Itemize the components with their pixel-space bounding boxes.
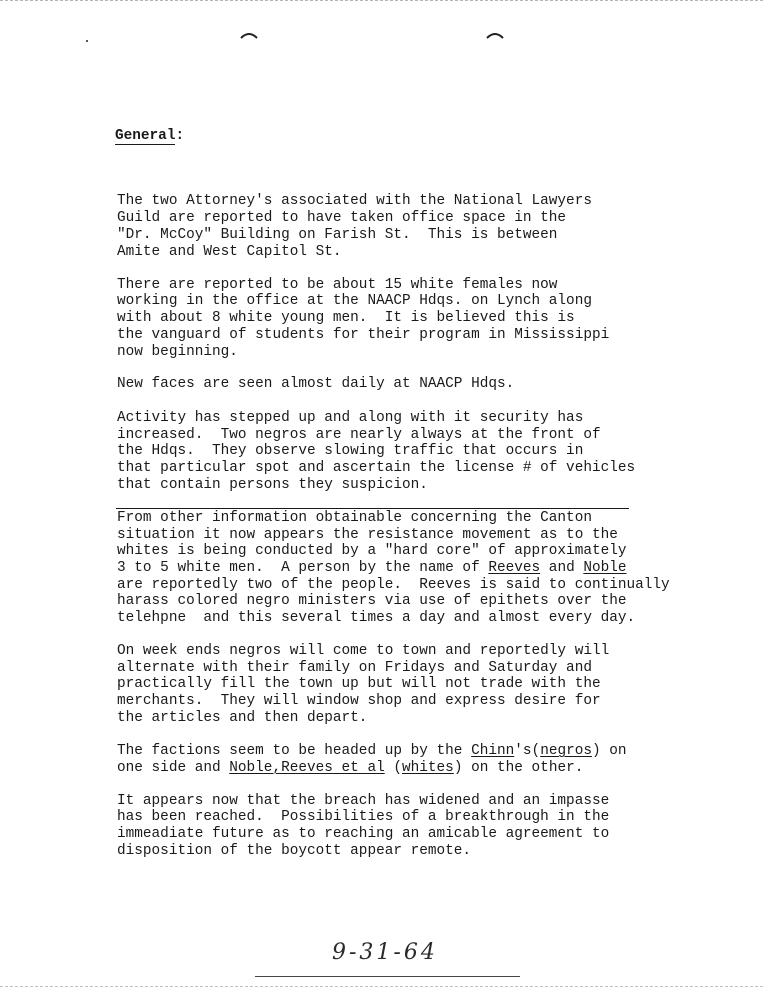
paragraph-4-line-4: that particular spot and ascertain the license # of vehicles (117, 460, 636, 476)
paragraph-2-line-2: working in the office at the NAACP Hdqs. on Lynch along (117, 293, 592, 309)
paragraph-7-line-2-text: one side and (117, 760, 230, 776)
paragraph-5-line-2: situation it now appears the resistance movement as to the (117, 527, 618, 543)
paragraph-7-possessive: 's( (514, 743, 541, 759)
paragraph-4-line-3: the Hdqs. They observe slowing traffic that occurs in (117, 443, 584, 459)
paragraph-6-line-4: merchants. They will window shop and express desire for (117, 693, 601, 709)
name-chinn-underlined: Chinn (471, 743, 515, 759)
paragraph-7-line-1 (117, 743, 627, 760)
paragraph-7-line-2 (117, 760, 583, 777)
paragraph-8-line-1: It appears now that the breach has widened and an impasse (117, 793, 610, 809)
paragraph-5-line-4 (117, 560, 627, 577)
binder-punch-mark-left (240, 30, 258, 40)
paragraph-5-line-4-and: and (540, 560, 584, 576)
section-heading-colon: : (175, 128, 185, 144)
footer-rule (255, 976, 520, 977)
paragraph-2-line-4: the vanguard of students for their program in Mississippi (117, 327, 610, 343)
section-heading (115, 128, 184, 145)
paragraph-5-line-5: are reportedly two of the people. Reeves is said to continually (117, 577, 670, 593)
page-top-edge (0, 0, 763, 1)
paragraph-5-line-7: telehpne and this several times a day and almost every day. (117, 610, 636, 626)
paragraph-5-line-6: harass colored negro ministers via use of epithets over the (117, 593, 627, 609)
paragraph-8-line-2: has been reached. Possibilities of a breakthrough in the (117, 809, 610, 825)
paragraph-1-line-2: Guild are reported to have taken office space in the (117, 210, 567, 226)
word-whites-underlined: whites (402, 760, 454, 776)
name-noble-underlined: Noble (583, 560, 627, 576)
paragraph-8-line-4: disposition of the boycott appear remote. (117, 843, 472, 859)
paragraph-6-line-3: practically fill the town up but will not trade with the (117, 676, 601, 692)
paragraph-4-line-5: that contain persons they suspicion. (117, 477, 428, 493)
paragraph-1-line-4: Amite and West Capitol St. (117, 244, 342, 260)
paragraph-7-line-1-end: ) on (592, 743, 627, 759)
section-heading-text: General (115, 128, 176, 144)
paragraph-2-line-1: There are reported to be about 15 white females now (117, 277, 558, 293)
paragraph-5-line-3: whites is being conducted by a "hard core" of approximately (117, 543, 627, 559)
paragraph-6-line-2: alternate with their family on Fridays and Saturday and (117, 660, 592, 676)
paragraph-5-line-1: From other information obtainable concerning the Canton (117, 510, 592, 526)
paragraph-1-line-1: The two Attorney's associated with the National Lawyers (117, 193, 592, 209)
name-reeves-underlined: Reeves (488, 560, 541, 576)
binder-punch-mark-right (486, 30, 504, 40)
names-noble-reeves-underlined: Noble,Reeves et al (229, 760, 385, 776)
paragraph-6-line-5: the articles and then depart. (117, 710, 368, 726)
paragraph-4-line-2: increased. Two negros are nearly always at the front of (117, 427, 601, 443)
paragraph-3-line-1: New faces are seen almost daily at NAACP Hdqs. (117, 376, 515, 392)
margin-speck (86, 40, 88, 42)
paragraph-2-line-5: now beginning. (117, 344, 238, 360)
word-negros-underlined: negros (540, 743, 593, 759)
paragraph-5-line-4-text: 3 to 5 white men. A person by the name of (117, 560, 489, 576)
paragraph-7-line-2-end: ) on the other. (453, 760, 584, 776)
paragraph-7-line-1-text: The factions seem to be headed up by the (117, 743, 472, 759)
handwritten-date: 9-31-64 (332, 940, 438, 965)
paragraph-7-open-paren: ( (384, 760, 402, 776)
paragraph-8-line-3: immeadiate future as to reaching an amicable agreement to (117, 826, 610, 842)
paragraph-4-line-1: Activity has stepped up and along with it security has (117, 410, 584, 426)
paragraph-2-line-3: with about 8 white young men. It is believed this is (117, 310, 575, 326)
paragraph-6-line-1: On week ends negros will come to town and reportedly will (117, 643, 610, 659)
section-divider-rule (116, 508, 629, 509)
paragraph-1-line-3: "Dr. McCoy" Building on Farish St. This is between (117, 227, 558, 243)
